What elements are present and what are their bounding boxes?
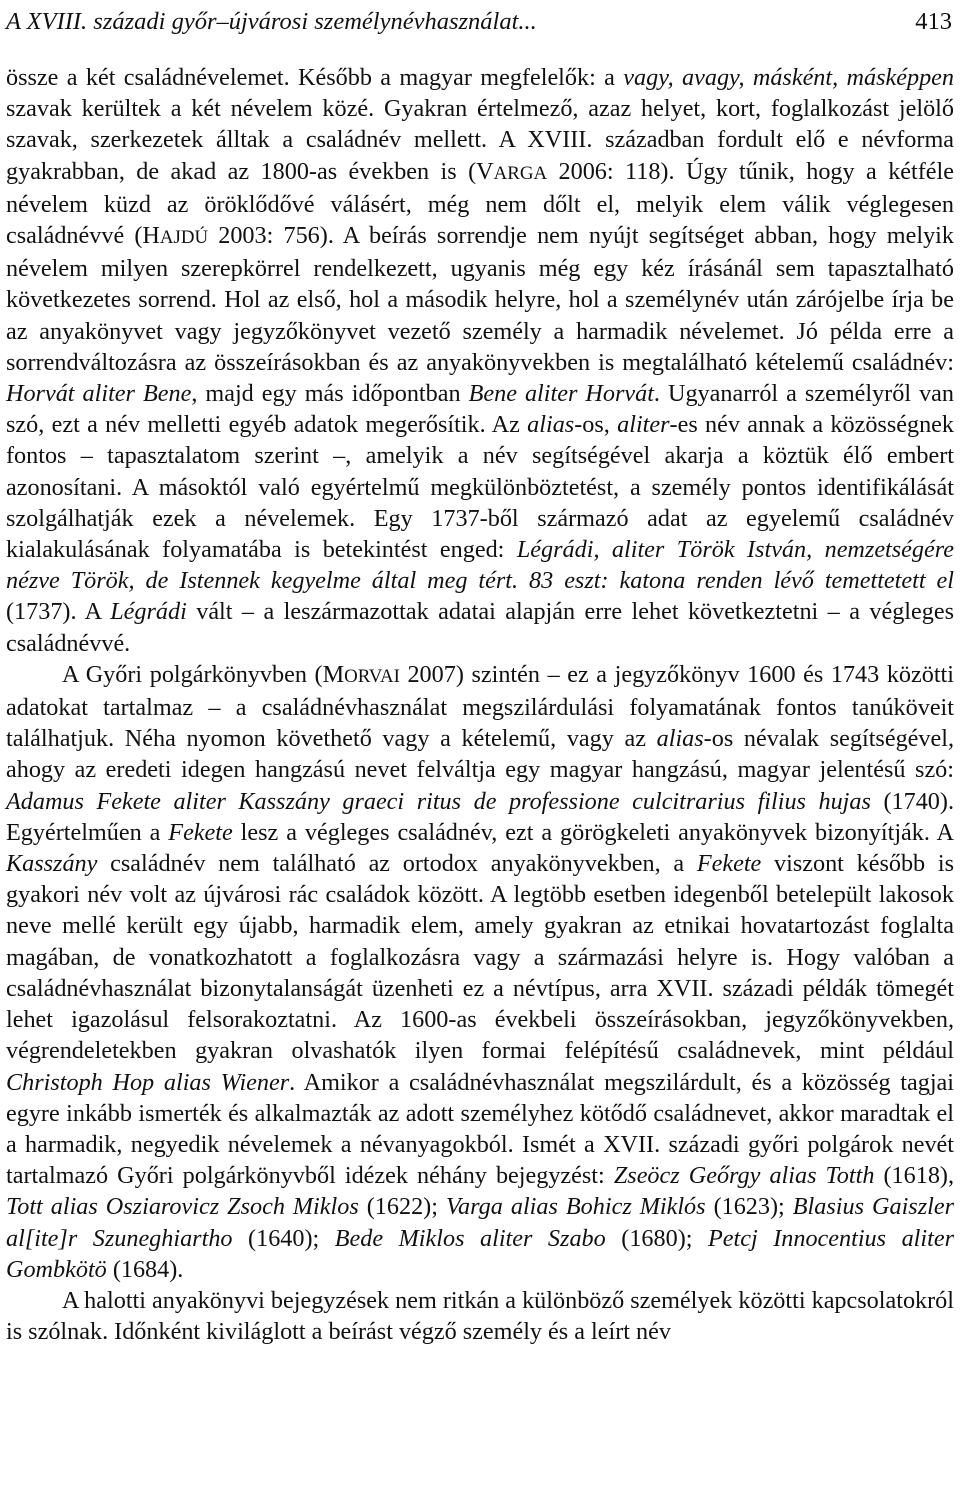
- paragraph: [6, 1285, 954, 1347]
- text-run: (1740). Egyértelműen a: [6, 787, 954, 846]
- text-run: (1684).: [106, 1255, 184, 1283]
- italic-run: Légrádi: [110, 598, 187, 626]
- text-run: . Amikor a családnévhasználat megszilárdult, és a közösség tagjai egyre inkább ismerték és alkalmazták az adott személyhez kötődő családnevet, akkor maradtak el a harmadik, negyedik névelemek a névanyagokból. Ismét a XVII. századi győri polgárok nevét tartalmazó Győri polgárkönyvből idézek néhány bejegyzést:: [6, 1068, 954, 1190]
- italic-run: Légrádi, aliter Török István, nemzetségére nézve Török, de Istennek kegyelme által meg tért. 83 eszt: katona renden lévő temettetett el: [6, 536, 954, 595]
- text-run: , majd egy más időpontban: [191, 380, 469, 408]
- text-run: (1640);: [232, 1224, 335, 1252]
- paragraph: [6, 659, 954, 1285]
- small-caps-run: ARGA: [493, 162, 548, 184]
- body-text: [6, 62, 954, 1347]
- text-run: -es név annak a közösségnek fontos – tapasztalatom szerint –, amelyik a név segítségével akarja a köztük élő embert azonosítani. A másoktól való egyértelmű megkülönböztetést, a személy pontos identifikálását szolgálhatják ezek a névelemek. Egy 1737-ből származó adat az egyelemű családnév kialakulásának folyamatába is betekintést enged:: [6, 411, 955, 564]
- small-caps-run: AJDÚ: [159, 227, 209, 249]
- text-run: (1623);: [705, 1193, 793, 1221]
- text-run: 2007) szintén – ez a jegyzőkönyv 1600 és 1743 közötti adatokat tartalmaz – a családnévhasználat megszilárdulási folyamatának fontos tanúköveit találhatjuk. Néha nyomon követhető vagy a kételemű, vagy az: [6, 660, 954, 753]
- italic-run: Adamus Fekete aliter Kasszány graeci ritus de professione culcitrarius filius hujas: [6, 787, 871, 815]
- italic-run: Horvát aliter Bene: [6, 380, 192, 408]
- text-run: vált – a leszármazottak adatai alapján erre lehet következtetni – a végleges családnévvé.: [6, 598, 954, 657]
- italic-run: Christoph Hop alias Wiener: [6, 1068, 290, 1096]
- text-run: össze a két családnévelemet. Később a magyar megfelelők: a: [6, 64, 624, 91]
- italic-run: Kasszány: [6, 850, 98, 878]
- text-run: (1622);: [358, 1193, 446, 1221]
- text-run: viszont később is gyakori név volt az újvárosi rác családok között. A legtöbb esetben idegenből betelepült lakosok neve mellé került egy újabb, harmadik elem, amely gyakran az etnikai hovatartozást foglalta magában, de vonatkozhatott a foglalkozásra vagy a származási helyre is. Hogy valóban a családnévhasználat bizonytalanságát üzenheti ez a névtípus, arra XVII. századi példák tömegét lehet igazolásul felsorakoztatni. Az 1600-as évekbeli összeírásokban, jegyzőkönyvekben, végrendeletekben gyakran olvashatók ilyen formai felépítésű családnevek, mint például: [6, 850, 955, 1065]
- italic-run: Zseöcz Geőrgy alias Totth: [613, 1162, 875, 1190]
- italic-run: Fekete: [168, 818, 233, 846]
- italic-run: aliter: [617, 411, 670, 439]
- text-run: -os névalak segítségével, ahogy az eredeti idegen hangzású nevet felváltja egy magyar hangzású, magyar jelentésű szó:: [6, 725, 954, 784]
- text-run: 2006: 118). Úgy tűnik, hogy a kétféle névelem küzd az öröklődővé válásért, még nem dőlt el, melyik elem válik véglegesen családnévvé (H: [6, 157, 954, 250]
- text-run: 2003: 756). A beírás sorrendje nem nyújt segítséget abban, hogy melyik névelem milyen szerepkörrel rendelkezett, ugyanis még egy kéz írásánál sem tapasztalható következetes sorrend. Hol az első, hol a második helyre, hol a személynév után zárójelbe írja be az anyakönyvet vagy jegyzőkönyvet vezető személy a harmadik névelemet. Jó példa erre a sorrendváltozásra az összeírásokban és az anyakönyvekben is megtalálható kételemű családnév:: [6, 222, 954, 376]
- text-run: családnév nem található az ortodox anyakönyvekben, a: [97, 850, 697, 878]
- italic-run: Varga alias Bohicz Miklós: [445, 1193, 706, 1221]
- text-run: szavak kerültek a két névelem közé. Gyakran értelmező, azaz helyet, kort, foglalkozást jelölő szavak, szerkezetek álltak a családnév mellett. A XVIII. században fordult elő e névforma gyakrabban, de akad az 1800-as években is (V: [6, 95, 954, 185]
- small-caps-run: ORVAI: [344, 665, 400, 687]
- italic-run: vagy, avagy, másként, másképpen: [623, 64, 954, 91]
- italic-run: Petcj Innocentius aliter Gombkötö: [6, 1224, 954, 1283]
- italic-run: Blasius Gaiszler al[ite]r Szuneghiartho: [6, 1193, 954, 1252]
- italic-run: Tott alias Osziarovicz Zsoch Miklos: [6, 1193, 359, 1221]
- italic-run: alias: [527, 411, 575, 439]
- running-head: A XVIII. századi győr–újvárosi személynévhasználat...: [6, 8, 537, 35]
- italic-run: Fekete: [696, 850, 762, 878]
- paragraph: [6, 62, 954, 659]
- text-run: -os,: [574, 411, 618, 439]
- page-number: 413: [915, 8, 952, 35]
- italic-run: alias: [656, 725, 704, 753]
- text-run: lesz a végleges családnév, ezt a görögkeleti anyakönyvek bizonyítják. A: [232, 818, 954, 846]
- text-run: A Győri polgárkönyvben (M: [62, 660, 345, 688]
- text-run: (1737). A: [6, 598, 111, 626]
- text-run: (1618),: [874, 1162, 955, 1190]
- text-run: (1680);: [605, 1224, 708, 1252]
- text-run: A halotti anyakönyvi bejegyzések nem ritkán a különböző személyek közötti kapcsolatokról is szólnak. Időnként kiviláglott a beírást végző személy és a leírt név: [6, 1286, 954, 1346]
- italic-run: Bene aliter Horvát: [468, 380, 654, 408]
- page-header: [6, 2, 954, 42]
- italic-run: Bede Miklos aliter Szabo: [334, 1224, 606, 1252]
- text-run: . Ugyanarról a személyről van szó, ezt a név melletti egyéb adatok megerősítik. Az: [6, 380, 954, 439]
